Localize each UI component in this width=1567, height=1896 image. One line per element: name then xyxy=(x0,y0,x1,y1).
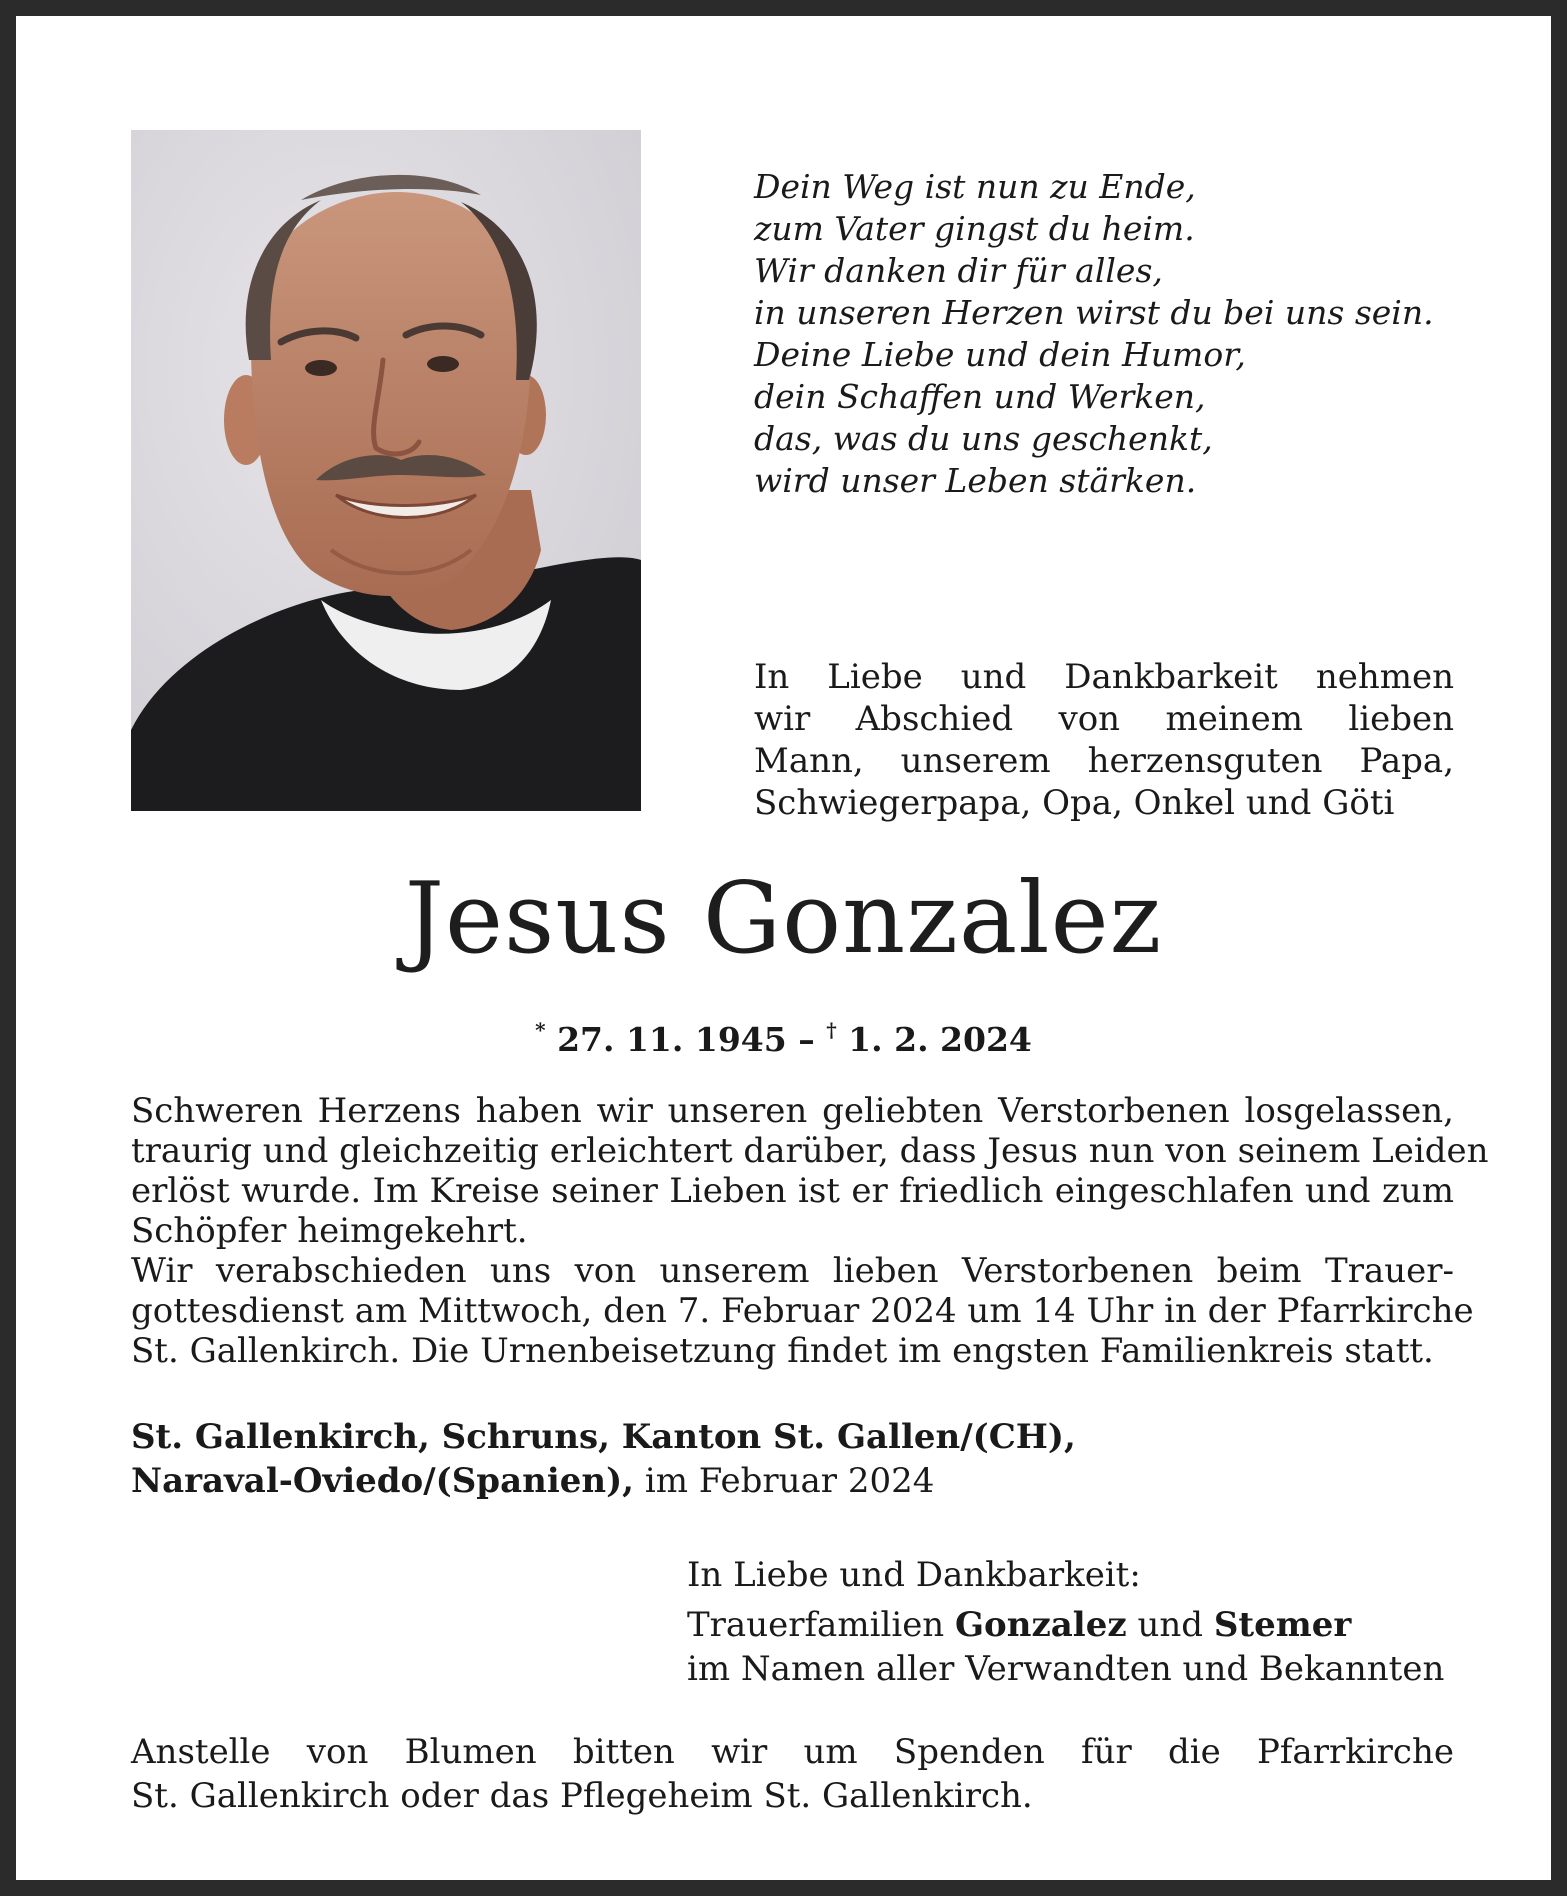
poem-line: Dein Weg ist nun zu Ende, xyxy=(754,167,1196,206)
body-line: gottesdienst am Mittwoch, den 7. Februar 2024 um 14 Uhr in der Pfarrkirche xyxy=(131,1291,1474,1331)
poem-line: zum Vater gingst du heim. xyxy=(754,209,1195,248)
donation-note xyxy=(131,1730,1454,1818)
closing-thanks: In Liebe und Dankbarkeit: xyxy=(687,1555,1141,1595)
family-signature xyxy=(687,1553,1454,1691)
family-name-1: Gonzalez xyxy=(955,1605,1127,1645)
intro-line: Schwiegerpapa, Opa, Onkel und Göti xyxy=(754,783,1395,823)
intro-line: In Liebe und Dankbarkeit nehmen xyxy=(754,657,1454,697)
poem-line: das, was du uns geschenkt, xyxy=(754,419,1213,458)
body-line: Wir verabschieden uns von unserem lieben Verstorbenen beim Trauer- xyxy=(131,1251,1454,1291)
portrait-photo xyxy=(131,130,641,811)
donation-line: St. Gallenkirch oder das Pflegeheim St. Gallenkirch. xyxy=(131,1776,1033,1816)
families-and: und xyxy=(1126,1605,1214,1645)
body-line: St. Gallenkirch. Die Urnenbeisetzung findet im engsten Familienkreis statt. xyxy=(131,1331,1434,1371)
announcement-text xyxy=(131,1091,1489,1371)
body-line: erlöst wurde. Im Kreise seiner Lieben ist er friedlich eingeschlafen und zum xyxy=(131,1171,1454,1211)
poem-line: in unseren Herzen wirst du bei uns sein. xyxy=(754,293,1434,332)
farewell-intro xyxy=(754,656,1454,824)
portrait-illustration xyxy=(131,130,641,811)
families-prefix: Trauerfamilien xyxy=(687,1605,956,1645)
places-date: im Februar 2024 xyxy=(634,1461,935,1501)
death-symbol: † xyxy=(826,1018,837,1042)
donation-line: Anstelle von Blumen bitten wir um Spenden für die Pfarrkirche xyxy=(131,1732,1454,1772)
obituary-sheet xyxy=(16,16,1551,1880)
relatives-line: im Namen aller Verwandten und Bekannten xyxy=(687,1649,1445,1689)
date-dash: – xyxy=(786,1020,827,1059)
poem-line: Wir danken dir für alles, xyxy=(754,251,1163,290)
body-line: Schweren Herzens haben wir unseren geliebten Verstorbenen losgelassen, xyxy=(131,1091,1454,1131)
body-line: traurig und gleichzeitig erleichtert darüber, dass Jesus nun von seinem Leiden xyxy=(131,1131,1489,1171)
poem-line: Deine Liebe und dein Humor, xyxy=(754,335,1246,374)
family-name-2: Stemer xyxy=(1213,1605,1352,1645)
places-line-1: St. Gallenkirch, Schruns, Kanton St. Gallen/(CH), xyxy=(131,1417,1076,1457)
poem xyxy=(754,166,1454,502)
deceased-name: Jesus Gonzalez xyxy=(404,862,1163,976)
intro-line: wir Abschied von meinem lieben xyxy=(754,699,1454,739)
birth-date: 27. 11. 1945 xyxy=(557,1020,787,1059)
death-date: 1. 2. 2024 xyxy=(848,1020,1032,1059)
places-line-2: Naraval-Oviedo/(Spanien), xyxy=(131,1461,635,1501)
intro-line: Mann, unserem herzensguten Papa, xyxy=(754,741,1454,781)
life-dates xyxy=(16,1010,1551,1060)
poem-line: wird unser Leben stärken. xyxy=(754,461,1197,500)
places-and-date xyxy=(131,1415,1454,1503)
body-line: Schöpfer heimgekehrt. xyxy=(131,1211,528,1251)
birth-symbol: * xyxy=(535,1018,546,1042)
poem-line: dein Schaffen und Werken, xyxy=(754,377,1206,416)
